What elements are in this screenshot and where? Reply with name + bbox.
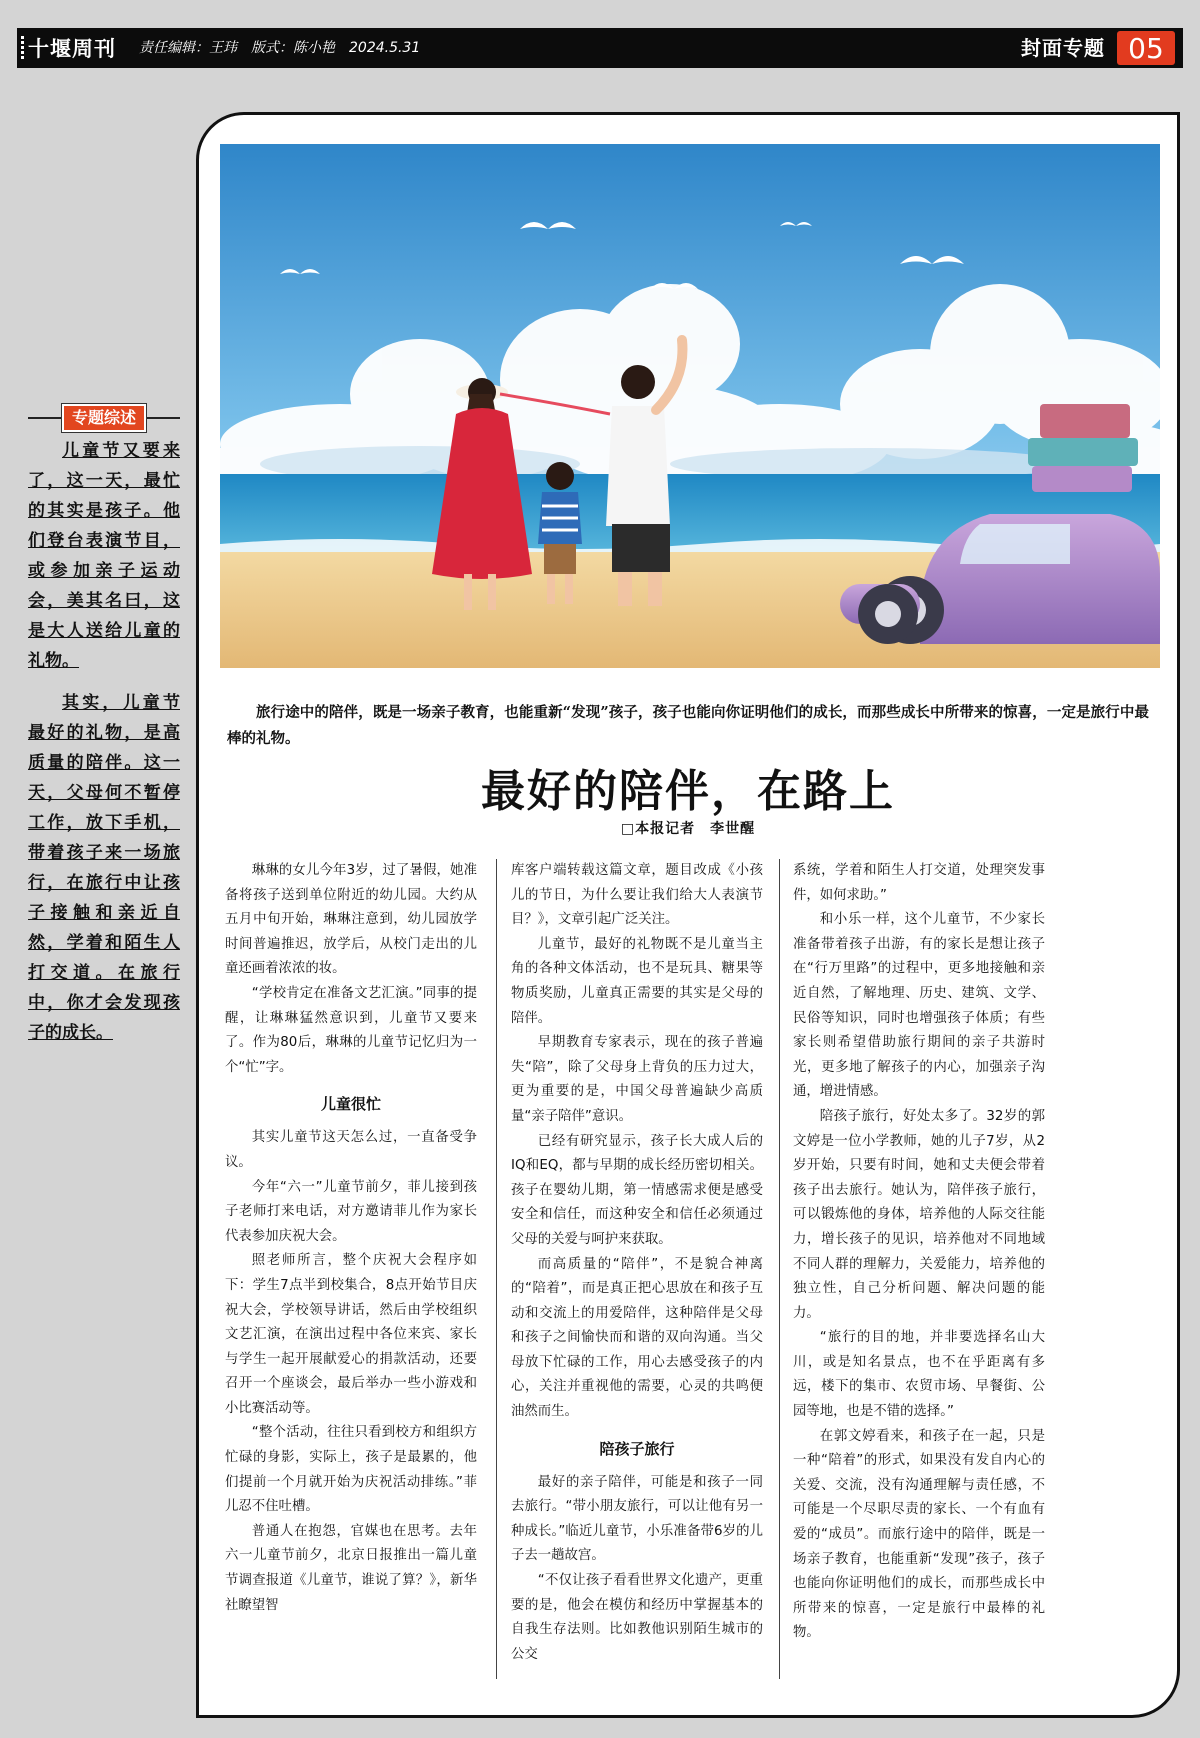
summary-paragraph: 其实，儿童节最好的礼物，是高质量的陪伴。这一天，父母何不暂停工作，放下手机，带着孩子来一场旅行，在旅行中让孩子接触和亲近自然，学着和陌生人打交道。在旅行中，你才会发现孩子的成长。 [28,693,180,1043]
article-column-2 [511,859,763,1679]
column-divider [779,859,780,1679]
body-paragraph: 系统，学着和陌生人打交道，处理突发事件，如何求助。” [793,863,1045,903]
topic-summary-body [28,436,180,1048]
page-number-badge: 05 [1117,31,1175,65]
body-paragraph: 早期教育专家表示，现在的孩子普遍失“陪”，除了父母身上背负的压力过大，更为重要的是，中国父母普遍缺少高质量“亲子陪伴”意识。 [511,1035,763,1124]
body-paragraph: “不仅让孩子看看世界文化遗产，更重要的是，他会在模仿和经历中掌握基本的自我生存法则。比如教他识别陌生城市的公交 [511,1573,763,1662]
body-paragraph: 照老师所言，整个庆祝大会程序如下：学生7点半到校集合，8点开始节目庆祝大会，学校领导讲话，然后由学校组织文艺汇演，在演出过程中各位来宾、家长与学生一起开展献爱心的捐款活动，还要召开一个座谈会，最后举办一些小游戏和小比赛活动等。 [225,1253,477,1416]
topic-summary-tag: 专题综述 [62,404,146,432]
body-paragraph: “学校肯定在准备文艺汇演。”同事的提醒，让琳琳猛然意识到，儿童节又要来了。作为80后，琳琳的儿童节记忆归为一个“忙”字。 [225,985,477,1075]
article-headline: 最好的陪伴，在路上 [481,766,895,817]
article-lead: 旅行途中的陪伴，既是一场亲子教育，也能重新“发现”孩子，孩子也能向你证明他们的成长，而那些成长中所带来的惊喜，一定是旅行中最棒的礼物。 [227,704,1149,747]
body-paragraph: 最好的亲子陪伴，可能是和孩子一同去旅行。“带小朋友旅行，可以让他有另一种成长。”临近儿童节，小乐准备带6岁的儿子去一趟故宫。 [511,1474,763,1564]
hero-illustration [220,144,1160,668]
article-body [199,859,1177,1679]
section-name: 封面专题 [1021,36,1105,60]
body-paragraph: 其实儿童节这天怎么过，一直备受争议。 [225,1130,477,1170]
body-paragraph: 普通人在抱怨，官媒也在思考。去年六一儿童节前夕，北京日报推出一篇儿童节调查报道《儿童节，谁说了算？》，新华社瞭望智 [225,1523,477,1613]
body-paragraph: 已经有研究显示，孩子长大成人后的IQ和EQ，都与早期的成长经历密切相关。孩子在婴幼儿期，第一情感需求便是感受安全和信任，而这种安全和信任必须通过父母的关爱与呵护来获取。 [511,1133,763,1247]
body-paragraph: 儿童节，最好的礼物既不是儿童当主角的各种文体活动，也不是玩具、糖果等物质奖励，儿童真正需要的其实是父母的陪伴。 [511,936,763,1026]
section-subheading: 儿童很忙 [320,1095,381,1114]
article-panel [196,112,1180,1718]
summary-paragraph: 儿童节又要来了，这一天，最忙的其实是孩子。他们登台表演节目，或参加亲子运动会，美其名曰，这是大人送给儿童的礼物。 [28,441,180,671]
body-paragraph: “旅行的目的地，并非要选择名山大川，或是知名景点，也不在乎距离有多远，楼下的集市、农贸市场、早餐街、公园等地，也是不错的选择。” [793,1330,1045,1420]
article-column-1 [225,859,477,1679]
body-paragraph: 库客户端转载这篇文章，题目改成《小孩儿的节日，为什么要让我们给大人表演节目？》，文章引起广泛关注。 [511,863,763,928]
column-divider [496,859,497,1679]
topic-summary-column [28,404,180,1060]
publication-name: 十堰周刊 [28,36,116,61]
body-paragraph: 在郭文婷看来，和孩子在一起，只是一种“陪着”的形式，如果没有发自内心的关爱、交流，没有沟通理解与责任感，不可能是一个尽职尽责的家长、一个有血有爱的“成员”。而旅行途中的陪伴，既是一场亲子教育，也能重新“发现”孩子，孩子也能向你证明他们的成长，而那些成长中所带来的惊喜，一定是旅行中最棒的礼物。 [793,1428,1045,1641]
body-paragraph: “整个活动，往往只看到校方和组织方忙碌的身影，实际上，孩子是最累的，他们提前一个月就开始为庆祝活动排练。”菲儿忍不住吐槽。 [225,1425,477,1515]
family-beach-illustration [220,144,1160,668]
article-column-3 [793,859,1045,1679]
page-header [17,28,1183,68]
section-subheading: 陪孩子旅行 [599,1439,675,1458]
body-paragraph: 而高质量的“陪伴”，不是貌合神离的“陪着”，而是真正把心思放在和孩子互动和交流上的用爱陪伴，这种陪伴是父母和孩子之间愉快而和谐的双向沟通。当父母放下忙碌的工作，用心去感受孩子的内心，关注并重视他的需要，心灵的共鸣便油然而生。 [511,1256,763,1420]
body-paragraph: 今年“六一”儿童节前夕，菲儿接到孩子老师打来电话，对方邀请菲儿作为家长代表参加庆祝大会。 [225,1179,477,1244]
body-paragraph: 陪孩子旅行，好处太多了。32岁的郭文婷是一位小学教师，她的儿子7岁，从2岁开始，只要有时间，她和丈夫便会带着孩子出去旅行。她认为，陪伴孩子旅行，可以锻炼他的身体，培养他的人际交往能力，增长孩子的见识，培养他对不同地域不同人群的理解力，关爱能力，培养他的独立性，自己分析问题、解决问题的能力。 [793,1108,1045,1321]
body-paragraph: 和小乐一样，这个儿童节，不少家长准备带着孩子出游，有的家长是想让孩子在“行万里路”的过程中，更多地接触和亲近自然，了解地理、历史、建筑、文学、民俗等知识，同时也增强孩子体质；有些家长则希望借助旅行期间的亲子共游时光，更多地了解孩子的内心，加强亲子沟通，增进情感。 [793,912,1045,1100]
article-byline: □本报记者 李世醒 [620,821,756,837]
body-paragraph: 琳琳的女儿今年3岁，过了暑假，她准备将孩子送到单位附近的幼儿园。大约从五月中旬开始，琳琳注意到，幼儿园放学时间普遍推迟，放学后，从校门走出的儿童还画着浓浓的妆。 [225,863,477,977]
topic-summary-header [28,404,180,430]
editor-credits: 责任编辑：王玮 版式：陈小艳 2024.5.31 [139,40,421,56]
